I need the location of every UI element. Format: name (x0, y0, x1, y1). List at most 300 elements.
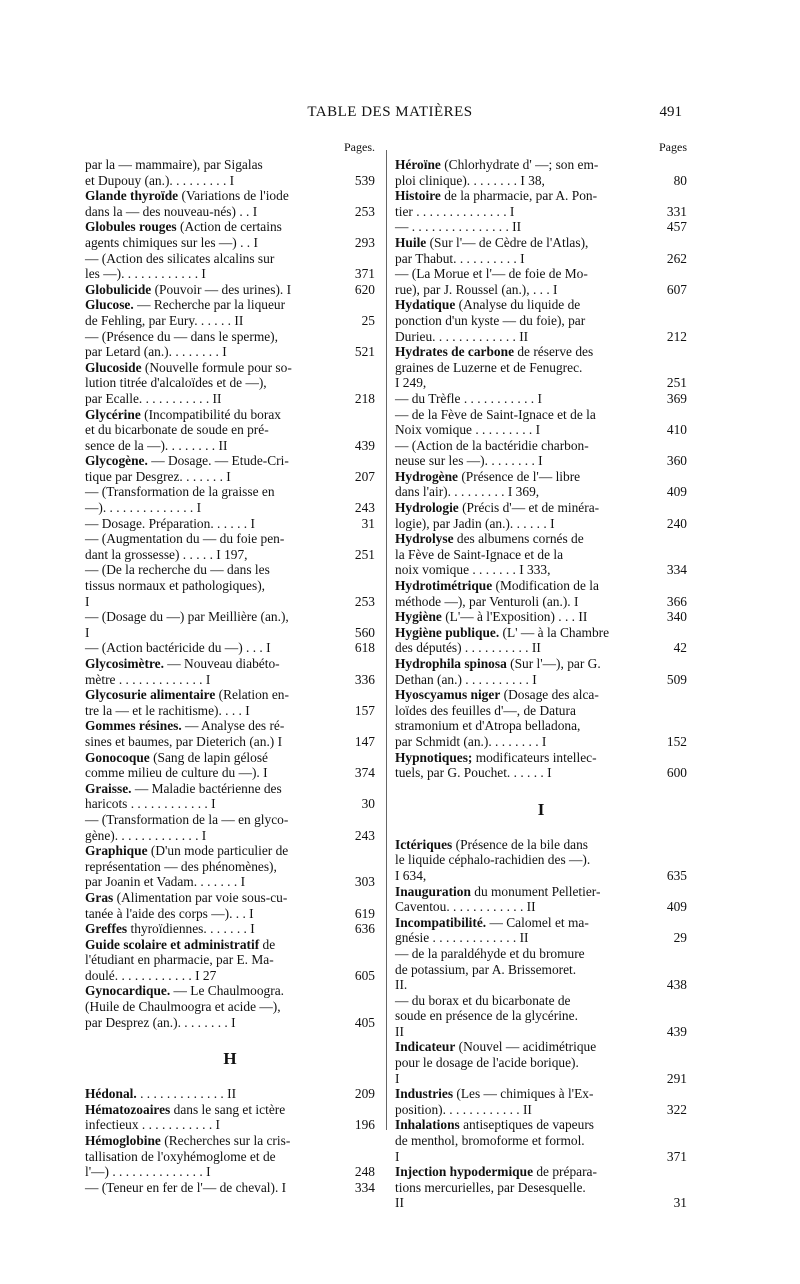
entry-line (85, 219, 375, 235)
entry-keyword: Incompatibilité. (395, 914, 487, 930)
entry-line (85, 640, 375, 656)
index-entry (395, 157, 687, 188)
entry-text: le liquide céphalo-rachidien des —). (395, 852, 591, 868)
entry-keyword: Greffes (85, 921, 128, 937)
page-reference: 243 (354, 827, 375, 843)
page-reference: 369 (666, 390, 687, 406)
entry-line (395, 672, 687, 688)
entry-text: — (La Morue et l'— de foie de Mo- (395, 266, 588, 282)
entry-line (395, 594, 687, 610)
entry-line (85, 1015, 375, 1031)
entry-text: dans la — des nouveau-nés) . . I (85, 203, 258, 219)
entry-line (85, 672, 375, 688)
page-reference: 605 (354, 967, 375, 983)
index-entry (395, 578, 687, 609)
entry-line (395, 219, 687, 235)
entry-text: — (Transformation de la — en glyco- (85, 811, 289, 827)
entry-text: tier . . . . . . . . . . . . . . I (395, 203, 515, 219)
index-entry (85, 562, 375, 609)
page-reference: 251 (354, 546, 375, 562)
entry-line (395, 884, 687, 900)
entry-keyword: Glycogène. (85, 453, 148, 469)
entry-line (395, 547, 687, 563)
index-entry (85, 812, 375, 843)
entry-text: — (Action de la bactéridie charbon- (395, 437, 589, 453)
page-reference: 409 (666, 484, 687, 500)
index-entry (395, 1117, 687, 1164)
entry-text: pour le dosage de l'acide borique). (395, 1055, 579, 1071)
index-entry (395, 609, 687, 625)
left-column (85, 140, 375, 1195)
page-reference: 25 (361, 312, 375, 328)
entry-keyword: Industries (395, 1086, 454, 1102)
index-entry (85, 687, 375, 718)
page-reference: 30 (361, 796, 375, 812)
entry-text: (Présence de l'— libre (457, 468, 581, 484)
page-reference: 152 (666, 733, 687, 749)
right-entries (395, 157, 687, 1211)
entry-text: (L'— à l'Exposition) . . . II (441, 609, 588, 625)
index-entry (85, 516, 375, 532)
index-entry (85, 329, 375, 360)
entry-keyword: Indicateur (395, 1039, 456, 1055)
page-reference: 196 (354, 1117, 375, 1133)
entry-text: (Présence de la bile dans (452, 836, 588, 852)
entry-text: l'étudiant en pharmacie, par E. Ma- (85, 952, 274, 968)
entry-line (395, 993, 687, 1009)
page-reference: 336 (354, 671, 375, 687)
entry-text: — de la paraldéhyde et du bromure (395, 945, 585, 961)
entry-line (85, 625, 375, 641)
page-reference: 240 (666, 515, 687, 531)
entry-text: Caventou. . . . . . . . . . . . II (395, 899, 536, 915)
entry-text: dans le sang et ictère (170, 1101, 286, 1117)
entry-text: — . . . . . . . . . . . . . . . II (395, 219, 522, 235)
index-entry (395, 946, 687, 993)
entry-text: rue), par J. Roussel (an.), . . . I (395, 281, 558, 297)
index-entry (85, 718, 375, 749)
page-reference: 147 (354, 733, 375, 749)
index-entry (395, 750, 687, 781)
entry-text: ploi clinique). . . . . . . . I 38, (395, 172, 545, 188)
entry-text: (Chlorhydrate d' —; son em- (440, 157, 599, 172)
entry-text: — Le Chaulmoogra. (170, 983, 284, 999)
entry-line (85, 609, 375, 625)
entry-line (395, 422, 687, 438)
page-reference: 438 (666, 977, 687, 993)
pages-label: Pages. (344, 140, 375, 154)
index-entry (395, 1039, 687, 1086)
entry-line (85, 453, 375, 469)
index-entry (85, 983, 375, 1030)
page-reference: 209 (354, 1086, 375, 1102)
entry-text: et du bicarbonate de soude en pré- (85, 422, 269, 438)
index-entry (85, 1102, 375, 1133)
entry-line (395, 703, 687, 719)
entry-line (395, 656, 687, 672)
entry-line (85, 297, 375, 313)
entry-keyword: Hydrogène (395, 468, 458, 484)
entry-line (395, 375, 687, 391)
entry-keyword: Hémoglobine (85, 1133, 161, 1149)
page-reference: 251 (666, 375, 687, 391)
entry-text: sence de la —). . . . . . . . II (85, 437, 228, 453)
entry-line (395, 173, 687, 189)
entry-line (85, 484, 375, 500)
entry-text: — (Action bactéricide du —) . . . I (85, 640, 271, 656)
entry-text: ponction d'un kyste — du foie), par (395, 312, 586, 328)
page-reference: 371 (354, 266, 375, 282)
index-entry (85, 188, 375, 219)
index-entry (395, 297, 687, 344)
entry-line (395, 282, 687, 298)
page-reference: 334 (354, 1179, 375, 1195)
entry-text: — (Teneur en fer de l'— de cheval). I (85, 1179, 287, 1195)
entry-text: (D'un mode particulier de (147, 843, 289, 859)
entry-line (85, 718, 375, 734)
entry-line (395, 946, 687, 962)
entry-line (395, 266, 687, 282)
entry-line (85, 703, 375, 719)
entry-text: Noix vomique . . . . . . . . . I (395, 422, 541, 438)
entry-keyword: Gommes résines. (85, 718, 182, 734)
page-reference: 334 (666, 562, 687, 578)
entry-text: (Sang de lapin gélosé (149, 749, 268, 765)
page-header (0, 104, 800, 126)
page-reference: 243 (354, 500, 375, 516)
entry-keyword: Huile (395, 234, 427, 250)
index-entry (85, 157, 375, 188)
entry-text: logie), par Jadin (an.). . . . . . I (395, 515, 555, 531)
entry-line (85, 734, 375, 750)
index-entry (395, 266, 687, 297)
page-reference: 410 (666, 422, 687, 438)
entry-text: dant la grossesse) . . . . . I 197, (85, 546, 248, 562)
page-reference: 42 (673, 640, 687, 656)
entry-text: par Schmidt (an.). . . . . . . . I (395, 733, 547, 749)
entry-text: par la — mammaire), par Sigalas (85, 157, 263, 172)
entry-keyword: Glucoside (85, 359, 142, 375)
entry-line (85, 157, 375, 173)
page-reference: 218 (354, 390, 375, 406)
entry-keyword: Gras (85, 889, 114, 905)
entry-line (85, 594, 375, 610)
entry-line (395, 1180, 687, 1196)
entry-text: du monument Pelletier- (470, 883, 601, 899)
entry-text: par Letard (an.). . . . . . . . I (85, 344, 227, 360)
entry-text: soude en présence de la glycérine. (395, 1008, 578, 1024)
entry-text: haricots . . . . . . . . . . . . I (85, 796, 216, 812)
entry-keyword: Glycosurie alimentaire (85, 687, 216, 703)
entry-keyword: Guide scolaire et administratif (85, 936, 260, 952)
entry-text: des députés) . . . . . . . . . . II (395, 640, 541, 656)
entry-line (85, 828, 375, 844)
index-entry (395, 531, 687, 578)
entry-line (85, 188, 375, 204)
entry-text: de la pharmacie, par A. Pon- (440, 188, 598, 204)
entry-text: II (395, 1023, 404, 1039)
entry-text: dans l'air). . . . . . . . . I 369, (395, 484, 540, 500)
entry-text: de potassium, par A. Brissemoret. (395, 961, 577, 977)
index-entry (85, 750, 375, 781)
entry-keyword: Hygiène (395, 609, 442, 625)
entry-text: (Modification de la (492, 578, 599, 594)
entry-line (395, 157, 687, 173)
index-entry (395, 188, 687, 219)
index-entry (85, 937, 375, 984)
entry-text: (Sur l'— de Cèdre de l'Atlas), (426, 234, 589, 250)
index-entry (395, 219, 687, 235)
entry-line (85, 313, 375, 329)
page-reference: 636 (354, 921, 375, 937)
page-reference: 340 (666, 609, 687, 625)
entry-line (85, 921, 375, 937)
entry-line (85, 983, 375, 999)
entry-text: infectieux . . . . . . . . . . . I (85, 1117, 220, 1133)
entry-line (85, 391, 375, 407)
entry-text: tre la — et le rachitisme). . . . I (85, 702, 250, 718)
entry-line (395, 1102, 687, 1118)
index-entry (395, 837, 687, 884)
entry-text: les —). . . . . . . . . . . . I (85, 266, 206, 282)
entry-text: I (395, 1070, 400, 1086)
entry-text: la Fève de Saint-Ignace et de la (395, 546, 564, 562)
page-reference: 600 (666, 765, 687, 781)
entry-line (85, 874, 375, 890)
entry-text: — du borax et du bicarbonate de (395, 992, 571, 1008)
entry-text: tissus normaux et pathologiques), (85, 578, 266, 594)
entry-text: position). . . . . . . . . . . . II (395, 1101, 532, 1117)
entry-text: par Ecalle. . . . . . . . . . . II (85, 390, 222, 406)
page-reference: 439 (666, 1023, 687, 1039)
page-reference: 262 (666, 250, 687, 266)
entry-text: (Les — chimiques à l'Ex- (453, 1086, 594, 1102)
entry-text: méthode —), par Venturoli (an.). I (395, 593, 579, 609)
entry-line (395, 1195, 687, 1211)
entry-line (85, 266, 375, 282)
entry-keyword: Glycérine (85, 406, 141, 422)
entry-text: des albumens cornés de (453, 531, 584, 547)
index-entry (85, 407, 375, 454)
entry-line (85, 469, 375, 485)
page-reference: 371 (666, 1148, 687, 1164)
entry-line (85, 1117, 375, 1133)
entry-text: . . . . . . . . . . . . . II (136, 1086, 237, 1102)
index-entry (395, 469, 687, 500)
entry-line (85, 329, 375, 345)
entry-text: (Pouvoir — des urines). I (151, 281, 292, 297)
entry-text: sines et baumes, par Dieterich (an.) I (85, 733, 283, 749)
entry-keyword: Hématozoaires (85, 1101, 171, 1117)
entry-text: agents chimiques sur les —) . . I (85, 234, 258, 250)
entry-keyword: Graphique (85, 843, 148, 859)
entry-keyword: Inauguration (395, 883, 471, 899)
index-entry (85, 360, 375, 407)
entry-text: — Recherche par la liqueur (133, 297, 286, 313)
entry-line (395, 500, 687, 516)
entry-text: (Action de certains (176, 219, 282, 235)
entry-keyword: Hydrates de carbone (395, 344, 515, 360)
page-reference: 635 (666, 867, 687, 883)
entry-text: comme milieu de culture du —). I (85, 765, 268, 781)
entry-text: lution titrée d'alcaloïdes et de —), (85, 375, 267, 391)
index-entry (85, 781, 375, 812)
entry-text: gnésie . . . . . . . . . . . . . II (395, 930, 529, 946)
page-reference: 366 (666, 593, 687, 609)
index-entry (395, 656, 687, 687)
entry-text: neuse sur les —). . . . . . . . I (395, 453, 543, 469)
index-entry (395, 915, 687, 946)
entry-line (85, 1164, 375, 1180)
entry-text: — Maladie bactérienne des (131, 780, 282, 796)
page-reference: 618 (354, 640, 375, 656)
entry-line (395, 329, 687, 345)
page-reference: 409 (666, 899, 687, 915)
entry-line (395, 438, 687, 454)
entry-keyword: Hédonal. (85, 1086, 137, 1102)
entry-text: (Nouvelle formule pour so- (141, 359, 292, 375)
entry-line (395, 1024, 687, 1040)
index-entry (85, 219, 375, 250)
entry-line (85, 843, 375, 859)
entry-text: (Précis d'— et de minéra- (458, 500, 600, 516)
page-number: 491 (659, 104, 682, 120)
entry-line (395, 734, 687, 750)
entry-text: — Calomel et ma- (486, 914, 589, 930)
entry-text: I 249, (395, 375, 427, 391)
entry-line (395, 915, 687, 931)
index-entry (85, 484, 375, 515)
entry-line (85, 1133, 375, 1149)
page-reference: 509 (666, 671, 687, 687)
entry-line (395, 899, 687, 915)
entry-line (395, 625, 687, 641)
index-entry (395, 438, 687, 469)
entry-line (395, 868, 687, 884)
index-entry (395, 391, 687, 407)
entry-keyword: Hydrophila spinosa (395, 656, 507, 671)
entry-keyword: Globulicide (85, 281, 152, 297)
entry-text: I 634, (395, 867, 427, 883)
entry-text: doulé. . . . . . . . . . . . I 27 (85, 967, 217, 983)
page-reference: 607 (666, 281, 687, 297)
page-reference: 293 (354, 234, 375, 250)
section-letter: H (223, 1049, 237, 1069)
index-entry (85, 921, 375, 937)
entry-line (395, 188, 687, 204)
page-reference: 457 (666, 219, 687, 235)
entry-text: tuels, par G. Pouchet. . . . . . I (395, 765, 552, 781)
index-entry (85, 282, 375, 298)
index-entry (395, 407, 687, 438)
page-reference: 157 (354, 702, 375, 718)
entry-line (85, 344, 375, 360)
entry-line (395, 469, 687, 485)
column-divider (386, 150, 387, 1130)
entry-text: (Incompatibilité du borax (140, 406, 281, 422)
index-entry (395, 1086, 687, 1117)
entry-text: — Dosage. Préparation. . . . . . I (85, 515, 255, 531)
entry-keyword: Hyoscyamus niger (395, 687, 501, 703)
index-entry (85, 640, 375, 656)
entry-line (85, 282, 375, 298)
page-reference: 291 (666, 1070, 687, 1086)
entry-keyword: Glycosimètre. (85, 656, 164, 671)
entry-line (395, 930, 687, 946)
entry-text: II (395, 1195, 404, 1211)
index-entry (85, 1180, 375, 1196)
entry-line (85, 531, 375, 547)
entry-line (395, 1149, 687, 1165)
entry-text: graines de Luzerne et de Fenugrec. (395, 359, 583, 375)
entry-line (85, 1180, 375, 1196)
entry-line (85, 812, 375, 828)
entry-line (85, 890, 375, 906)
entry-keyword: Ictériques (395, 836, 453, 852)
entry-line (85, 859, 375, 875)
entry-line (85, 999, 375, 1015)
index-entry (85, 453, 375, 484)
page-reference: 331 (666, 203, 687, 219)
entry-text: I (395, 1148, 400, 1164)
entry-text: Durieu. . . . . . . . . . . . . II (395, 328, 529, 344)
entry-line (85, 173, 375, 189)
entry-text: — (Dosage du —) par Meillière (an.), (85, 609, 289, 625)
entry-line (395, 1008, 687, 1024)
index-entry (85, 890, 375, 921)
entry-line (395, 251, 687, 267)
entry-keyword: Glucose. (85, 297, 134, 313)
entry-text: par Joanin et Vadam. . . . . . . I (85, 874, 246, 890)
entry-text: — Dosage. — Etude-Cri- (147, 453, 289, 469)
entry-text: loïdes des feuilles d'—, de Datura (395, 702, 576, 718)
index-entry (85, 609, 375, 640)
entry-keyword: Hygiène publique. (395, 624, 500, 640)
entry-line (85, 438, 375, 454)
index-entry (85, 656, 375, 687)
entry-text: II. (395, 977, 408, 993)
entry-text: — de la Fève de Saint-Ignace et de la (395, 406, 596, 422)
entry-text: de (259, 936, 276, 952)
page-reference: 322 (666, 1101, 687, 1117)
entry-text: noix vomique . . . . . . . I 333, (395, 562, 551, 578)
entry-line (85, 906, 375, 922)
running-title: TABLE DES MATIÈRES (307, 104, 473, 120)
entry-text: (Nouvel — acidimétrique (455, 1039, 597, 1055)
page-reference: 80 (673, 172, 687, 188)
page-reference: 405 (354, 1014, 375, 1030)
entry-line (395, 235, 687, 251)
entry-line (395, 977, 687, 993)
entry-line (395, 1117, 687, 1133)
entry-text: — (Action des silicates alcalins sur (85, 250, 275, 266)
entry-line (85, 204, 375, 220)
entry-text: tanée à l'aide des corps —). . . I (85, 905, 254, 921)
entry-text: (L' — à la Chambre (499, 624, 610, 640)
entry-line (395, 1071, 687, 1087)
entry-line (395, 609, 687, 625)
entry-text: de prépara- (533, 1164, 597, 1180)
entry-text: de Fehling, par Eury. . . . . . II (85, 312, 244, 328)
page-reference: 620 (354, 281, 375, 297)
entry-line (85, 422, 375, 438)
index-entry (395, 344, 687, 391)
page-reference: 31 (361, 515, 375, 531)
entry-line (395, 313, 687, 329)
entry-text: thyroïdiennes. . . . . . . I (127, 921, 255, 937)
entry-line (85, 375, 375, 391)
entry-line (395, 344, 687, 360)
